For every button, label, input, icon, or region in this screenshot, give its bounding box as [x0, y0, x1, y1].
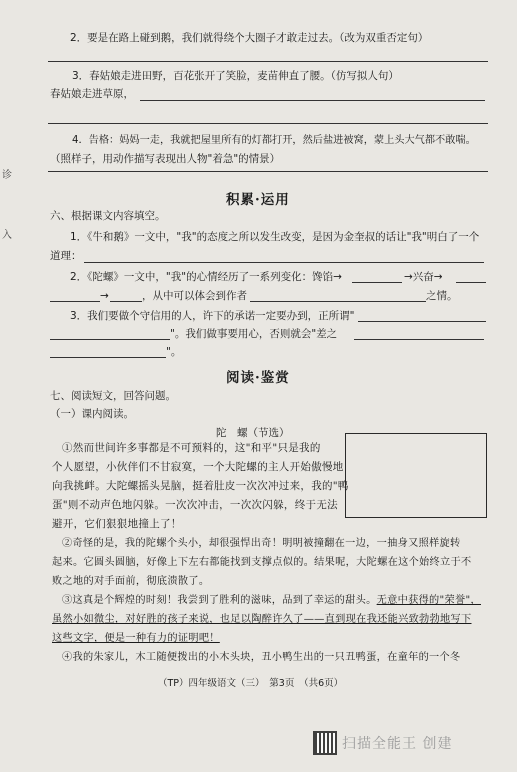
underlined-sentence: 无意中获得的"荣誉"，	[376, 595, 481, 606]
qr-code-icon	[313, 731, 337, 755]
passage-line: ④我的朱家儿，木工随便拨出的小木头块，丑小鸭生出的一只丑鸭蛋，在童年的一个冬	[62, 652, 461, 663]
passage-line: 败之地的对手面前，彻底溃散了。	[52, 576, 210, 587]
question-6: 六、根据课文内容填空。	[50, 210, 166, 222]
margin-mark: 入	[2, 230, 12, 241]
passage-text: ③这真是个辉煌的时刻！我尝到了胜利的滋味，品到了幸运的甜头。	[62, 595, 377, 606]
answer-line[interactable]	[48, 61, 488, 62]
section-heading: 阅读·鉴赏	[226, 370, 290, 386]
passage-line	[62, 594, 481, 607]
scanner-watermark: 扫描全能王 创建	[342, 736, 453, 752]
question-4: 4．告格：妈妈一走，我就把屋里所有的灯都打开，然后盐进被窝，蒙上头大气都不敢喘。	[72, 135, 476, 146]
question-6-2: 2．《陀螺》一文中，"我"的心情经历了一系列变化：馋馅→	[70, 271, 342, 283]
answer-blank[interactable]	[354, 339, 484, 340]
answer-blank[interactable]	[50, 357, 166, 358]
answer-blank[interactable]	[358, 321, 486, 322]
passage-line: 避开，它们狠狠地撞上了！	[52, 518, 182, 530]
question-6-2-arrow: →兴奋→	[404, 271, 443, 283]
question-6-3: 3．我们要做个守信用的人，许下的承诺一定要办到，正所谓"	[70, 310, 355, 322]
section-heading: 积累·运用	[226, 192, 290, 208]
question-2: 2．要是在路上碰到鹅，我们就得绕个大圈子才敢走过去。（改为双重否定句）	[70, 32, 429, 44]
illustration-box	[345, 433, 487, 518]
passage-line: 起来。它圆头圆脑，好像上下左右都能找到支撑点似的。结果呢，大陀螺在这个始终立于不	[52, 557, 472, 568]
answer-blank[interactable]	[250, 301, 426, 302]
question-6-2-arrow: →	[100, 290, 109, 302]
passage-line: ①然而世间许多事都是不可预料的，这"和平"只是我的	[62, 442, 321, 454]
answer-blank[interactable]	[50, 339, 170, 340]
answer-blank[interactable]	[110, 301, 142, 302]
question-6-1: 1．《牛和鹅》一文中，"我"的态度之所以发生改变，是因为金奎叔的话让"我"明白了一个	[70, 231, 480, 243]
question-6-2-end: 之情。	[426, 290, 458, 302]
subsection-label: （一）课内阅读。	[50, 408, 134, 420]
passage-line: 向我挑衅。大陀螺摇头晃脑，挺着肚皮一次次冲过来，我的"鸭	[52, 480, 349, 492]
question-4-instruction: （照样子，用动作描写表现出人物"着急"的情景）	[50, 153, 281, 165]
question-6-1-label: 道理：	[50, 250, 82, 262]
question-6-3-cont: "。我们做事要用心，否则就会"差之	[170, 328, 338, 340]
answer-blank[interactable]	[352, 282, 402, 283]
answer-line[interactable]	[48, 171, 488, 172]
page-footer: （TP）四年级语文（三） 第3页 （共6页）	[158, 678, 344, 689]
answer-line[interactable]	[84, 262, 484, 263]
answer-line[interactable]	[140, 100, 485, 101]
margin-mark: 诊	[2, 170, 12, 181]
answer-blank[interactable]	[456, 282, 486, 283]
answer-line[interactable]	[48, 123, 488, 124]
question-3-prompt: 春姑娘走进草原，	[50, 88, 134, 100]
underlined-sentence: 虽然小如微尘，对好胜的孩子来说，也足以陶醉许久了——直到现在我还能兴致勃勃地写下	[52, 614, 472, 625]
question-3: 3．春姑娘走进田野，百花张开了笑脸，麦苗伸直了腰。（仿写拟人句）	[72, 70, 399, 82]
passage-line: ②奇怪的是，我的陀螺个头小，却很强悍出奇！明明被撞翻在一边，一抽身又照样旋转	[62, 538, 461, 549]
passage-line: 个人愿望，小伙伴们不甘寂寞，一个大陀螺的主人开始傲慢地	[52, 461, 344, 473]
question-6-3-end: "。	[166, 346, 182, 358]
question-7: 七、阅读短文，回答问题。	[50, 390, 176, 402]
passage-title: 陀 螺（节选）	[216, 427, 290, 439]
passage-line: 蛋"则不动声色地闪躲。一次次冲击，一次次闪躲，终于无法	[52, 499, 338, 511]
question-6-2-cont: ，从中可以体会到作者	[142, 290, 247, 302]
underlined-sentence: 这些文字，便是一种有力的证明吧！	[52, 633, 220, 644]
answer-blank[interactable]	[50, 301, 100, 302]
